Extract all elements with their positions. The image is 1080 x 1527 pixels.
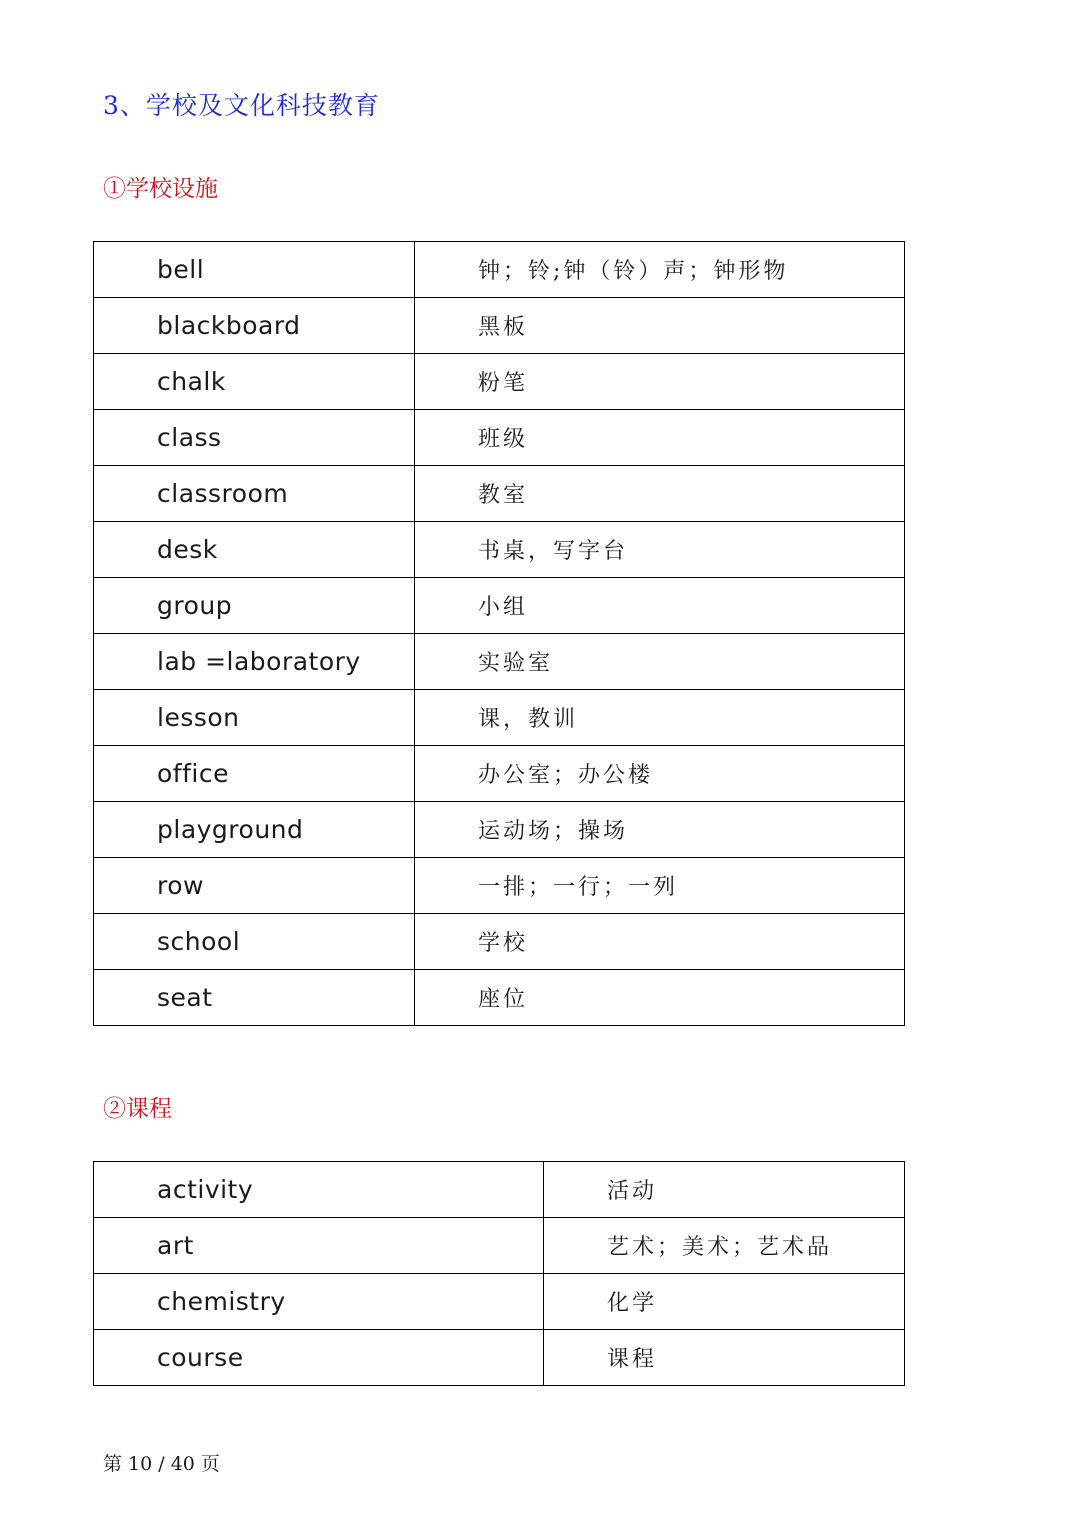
vocab-table-facilities xyxy=(93,241,905,1026)
vocab-table-courses xyxy=(93,1161,905,1386)
meaning-cell: 教室 xyxy=(415,466,905,522)
meaning-cell: 黑板 xyxy=(415,298,905,354)
table-row xyxy=(94,1274,905,1330)
word-cell: bell xyxy=(94,242,415,298)
word-cell: lesson xyxy=(94,690,415,746)
word-cell: playground xyxy=(94,802,415,858)
meaning-cell: 课程 xyxy=(544,1330,905,1386)
word-cell: seat xyxy=(94,970,415,1026)
word-cell: group xyxy=(94,578,415,634)
table-row xyxy=(94,298,905,354)
word-cell: lab =laboratory xyxy=(94,634,415,690)
word-cell: art xyxy=(94,1218,544,1274)
meaning-cell: 一排；一行；一列 xyxy=(415,858,905,914)
meaning-cell: 活动 xyxy=(544,1162,905,1218)
page-number-footer: 第 10 / 40 页 xyxy=(103,1453,220,1475)
table-row xyxy=(94,1218,905,1274)
meaning-cell: 班级 xyxy=(415,410,905,466)
table-row xyxy=(94,690,905,746)
table-row xyxy=(94,802,905,858)
meaning-cell: 化学 xyxy=(544,1274,905,1330)
meaning-cell: 课，教训 xyxy=(415,690,905,746)
word-cell: classroom xyxy=(94,466,415,522)
table-row xyxy=(94,410,905,466)
meaning-cell: 艺术；美术；艺术品 xyxy=(544,1218,905,1274)
meaning-cell: 运动场；操场 xyxy=(415,802,905,858)
table-row xyxy=(94,634,905,690)
table-row xyxy=(94,354,905,410)
word-cell: activity xyxy=(94,1162,544,1218)
meaning-cell: 座位 xyxy=(415,970,905,1026)
table-row xyxy=(94,578,905,634)
word-cell: row xyxy=(94,858,415,914)
meaning-cell: 实验室 xyxy=(415,634,905,690)
table-row xyxy=(94,970,905,1026)
table-row xyxy=(94,746,905,802)
table-row xyxy=(94,242,905,298)
table-row xyxy=(94,914,905,970)
word-cell: chalk xyxy=(94,354,415,410)
meaning-cell: 粉笔 xyxy=(415,354,905,410)
word-cell: desk xyxy=(94,522,415,578)
meaning-cell: 办公室；办公楼 xyxy=(415,746,905,802)
word-cell: class xyxy=(94,410,415,466)
word-cell: office xyxy=(94,746,415,802)
subsection-title-facilities: ①学校设施 xyxy=(103,176,218,202)
meaning-cell: 钟；铃;钟（铃）声；钟形物 xyxy=(415,242,905,298)
meaning-cell: 书桌，写字台 xyxy=(415,522,905,578)
word-cell: blackboard xyxy=(94,298,415,354)
word-cell: chemistry xyxy=(94,1274,544,1330)
word-cell: school xyxy=(94,914,415,970)
subsection-title-courses: ②课程 xyxy=(103,1096,172,1122)
word-cell: course xyxy=(94,1330,544,1386)
table-row xyxy=(94,522,905,578)
section-title: 3、学校及文化科技教育 xyxy=(103,91,380,120)
table-row xyxy=(94,1162,905,1218)
meaning-cell: 学校 xyxy=(415,914,905,970)
meaning-cell: 小组 xyxy=(415,578,905,634)
table-row xyxy=(94,858,905,914)
table-row xyxy=(94,1330,905,1386)
table-row xyxy=(94,466,905,522)
